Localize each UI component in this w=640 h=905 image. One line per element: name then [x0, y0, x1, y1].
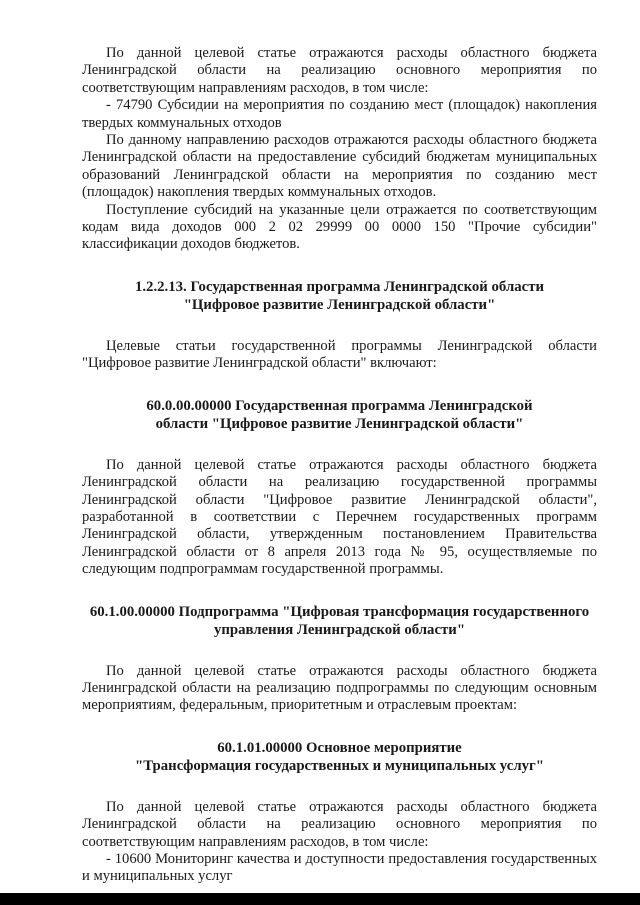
- heading-60-1: [82, 603, 597, 639]
- section-heading-program: [82, 278, 597, 314]
- paragraph-subsidy-receipt: Поступление субсидий на указанные цели отражается по соответствующим кодам вида доходов 000 2 02 29999 00 0000 150 "Прочие субсидии" классификации доходов бюджетов.: [82, 201, 597, 253]
- scan-edge-bar: [0, 893, 640, 905]
- heading-60-0: [82, 397, 597, 433]
- heading-line: области "Цифровое развитие Ленинградской области": [155, 415, 524, 432]
- document-page: [82, 45, 597, 886]
- heading-line: 60.1.01.00000 Основное мероприятие: [217, 739, 462, 756]
- heading-line: управления Ленинградской области": [213, 621, 466, 638]
- heading-line: 1.2.2.13. Государственная программа Ленинградской области: [134, 278, 545, 295]
- heading-line: 60.0.00.00000 Государственная программа Ленинградской: [146, 397, 533, 414]
- paragraph-target-articles: Целевые статьи государственной программы Ленинградской области "Цифровое развитие Ленинградской области" включают:: [82, 337, 597, 372]
- heading-line: "Трансформация государственных и муниципальных услуг": [135, 757, 544, 774]
- list-item-74790: - 74790 Субсидии на мероприятия по созданию мест (площадок) накопления твердых коммунальных отходов: [82, 97, 597, 131]
- paragraph-program-expenses: По данной целевой статье отражаются расходы областного бюджета Ленинградской области на реализацию государственной программы Ленинградской области "Цифровое развитие Ленинградской области", разработанной в соответствии с Перечнем государственных программ Ленинградской области, утвержденным постановлением Правительства Ленинградской области от 8 апреля 2013 года № 95, осуществляемые по следующим подпрограммам государственной программы.: [82, 456, 597, 578]
- paragraph-activity-expenses: По данной целевой статье отражаются расходы областного бюджета Ленинградской области на реализацию основного мероприятия по соответствующим направлениям расходов, в том числе:: [82, 798, 597, 850]
- heading-60-1-01: [82, 739, 597, 775]
- heading-line: 60.1.00.00000 Подпрограмма "Цифровая трансформация государственного: [89, 603, 590, 620]
- paragraph-direction-expenses: По данному направлению расходов отражаются расходы областного бюджета Ленинградской области на предоставление субсидий бюджетам муниципальных образований Ленинградской области на мероприятия по созданию мест (площадок) накопления твердых коммунальных отходов.: [82, 132, 597, 201]
- heading-line: "Цифровое развитие Ленинградской области": [183, 296, 496, 313]
- paragraph-expenses-intro: По данной целевой статье отражаются расходы областного бюджета Ленинградской области на реализацию основного мероприятия по соответствующим направлениям расходов, в том числе:: [82, 45, 597, 96]
- list-item-10600: - 10600 Мониторинг качества и доступности предоставления государственных и муниципальных услуг: [82, 850, 597, 885]
- paragraph-subprogram-expenses: По данной целевой статье отражаются расходы областного бюджета Ленинградской области на реализацию подпрограммы по следующим основным мероприятиям, федеральным, приоритетным и отраслевым проектам:: [82, 662, 597, 714]
